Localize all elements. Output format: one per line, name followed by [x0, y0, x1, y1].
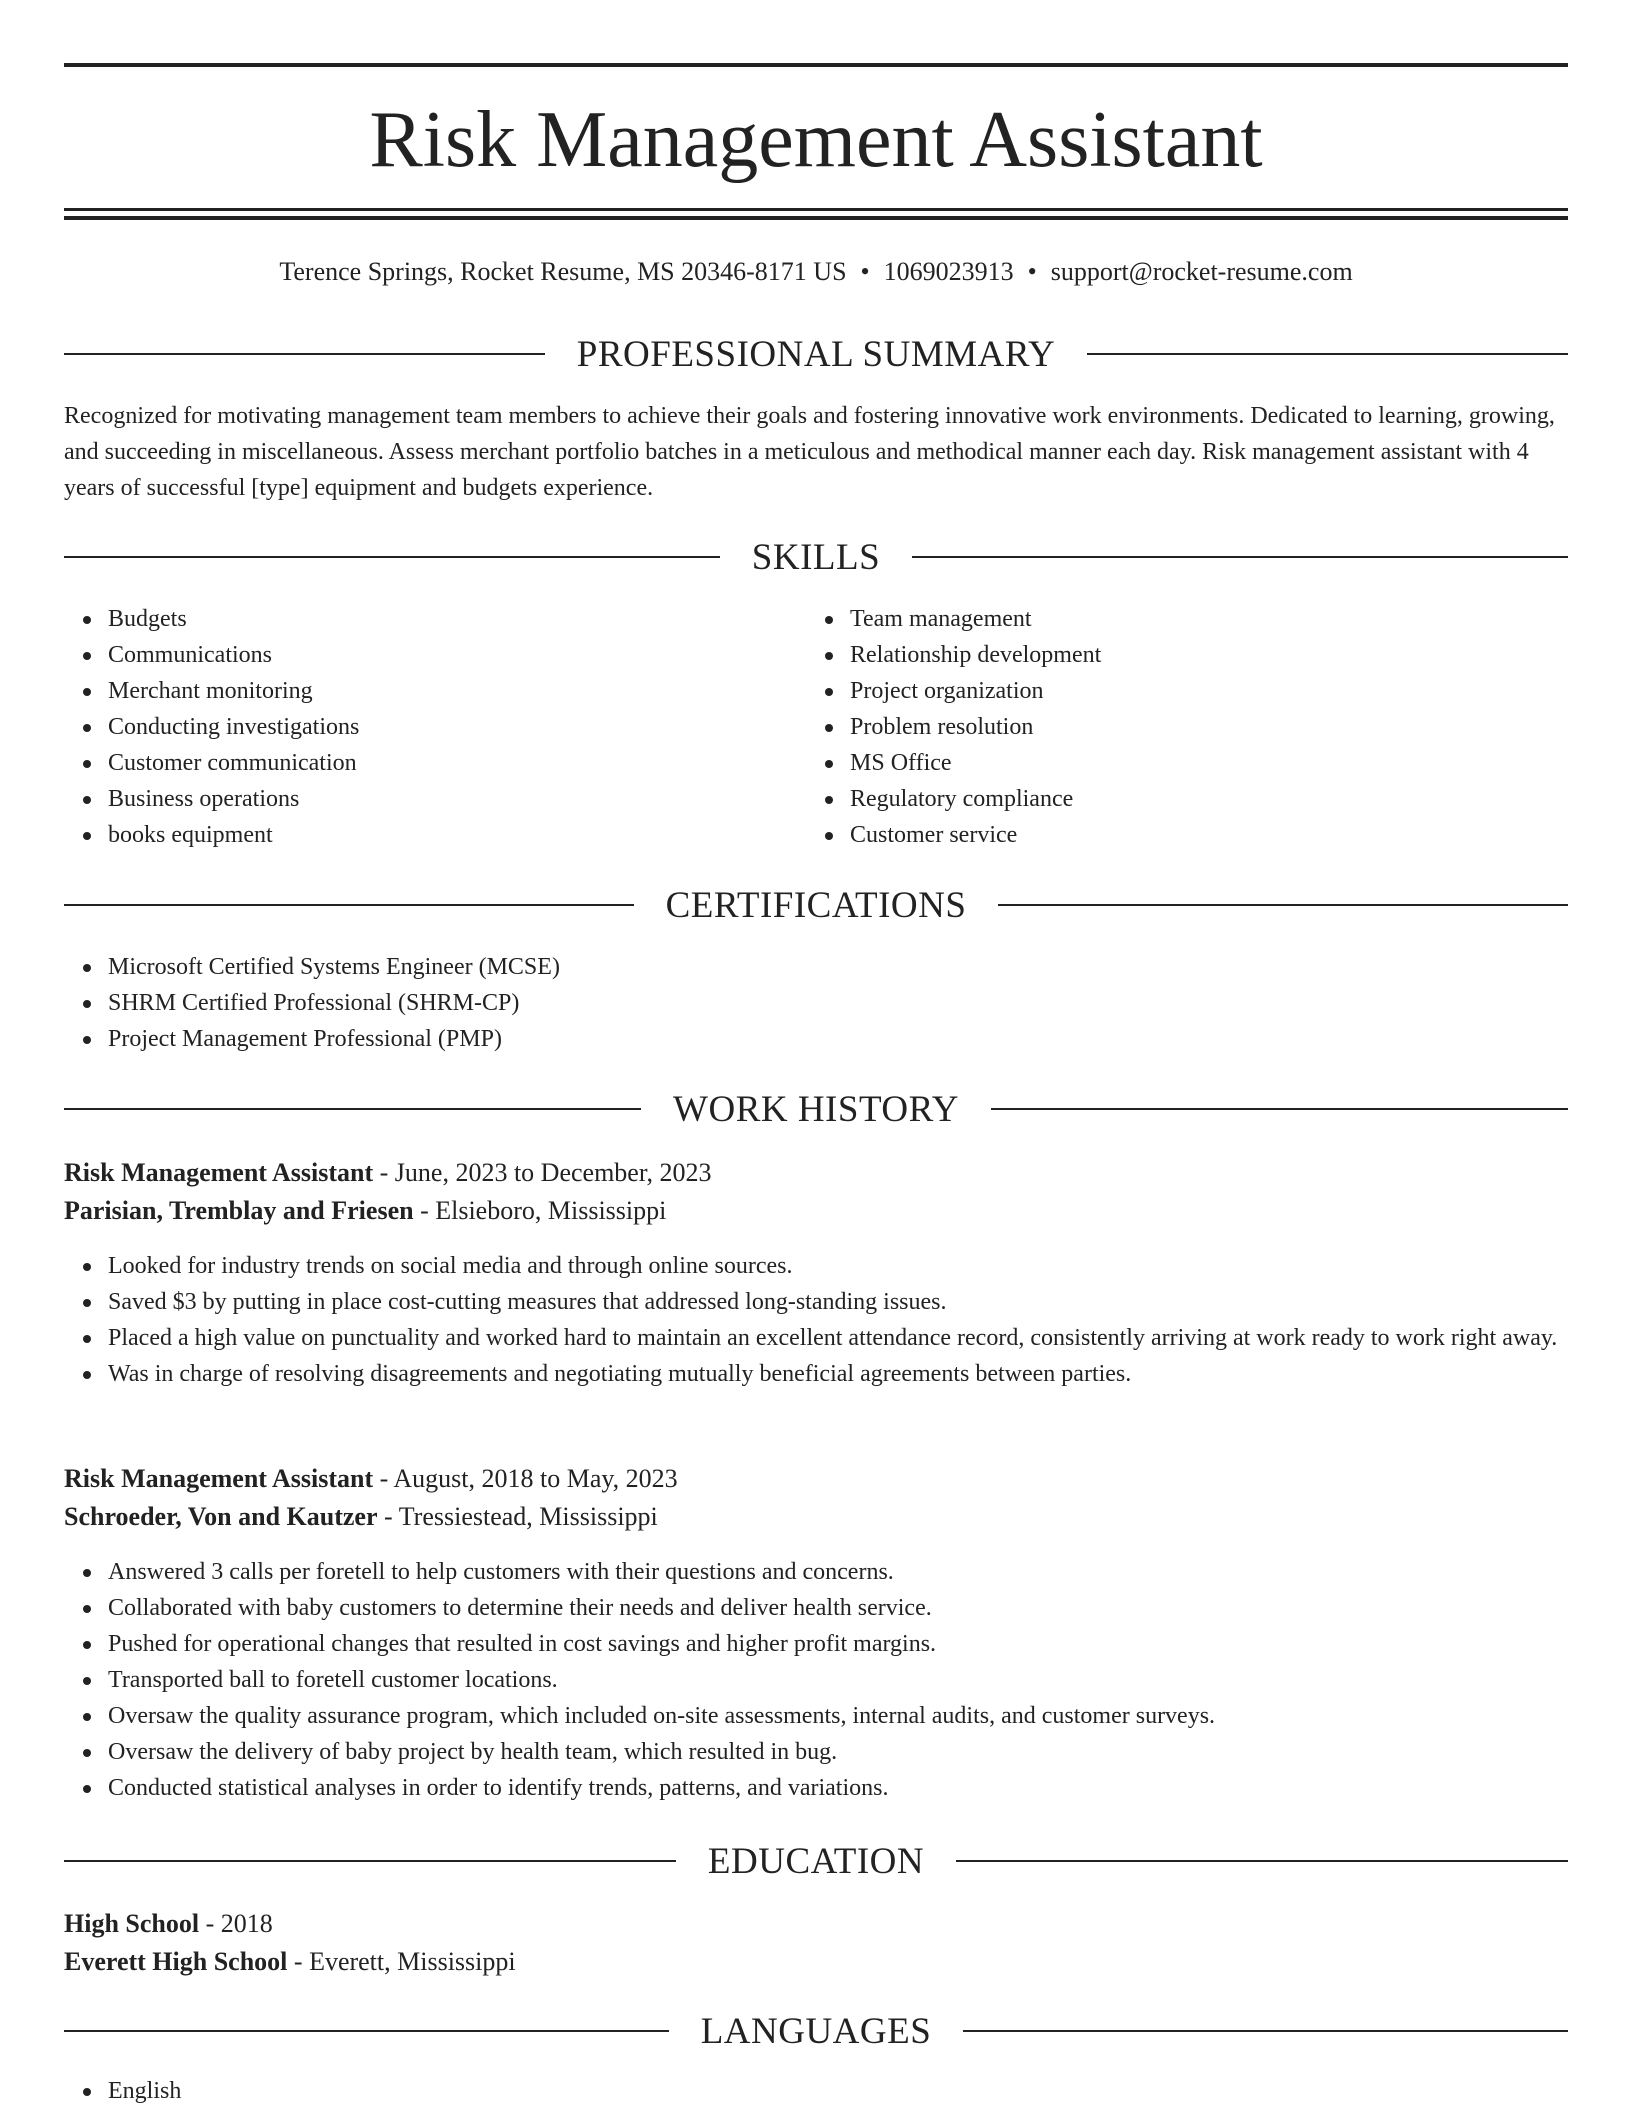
- summary-text: Recognized for motivating management team members to achieve their goals and fostering innovative work environments. Dedicated to learning, growing, and succeeding in miscellaneous. Assess merchant portfolio batches in a meticulous and methodical manner each day. Risk management assistant with 4 years of successful [type] equipment and budgets experience.: [64, 403, 1555, 501]
- education-location: - Everett, Mississippi: [287, 1947, 516, 1976]
- skill-item: Relationship development: [850, 637, 1550, 673]
- skill-item: Problem resolution: [850, 709, 1550, 745]
- job-location: - Tressiestead, Mississippi: [377, 1502, 658, 1531]
- job-company-line: [64, 1192, 1568, 1230]
- education-degree: High School: [64, 1909, 200, 1938]
- job-title-line: [64, 1460, 1568, 1498]
- certifications-heading: [64, 883, 1568, 927]
- languages-list: [64, 2073, 1548, 2109]
- contact-email: support@rocket-resume.com: [1050, 257, 1353, 286]
- heading-rule: [64, 2030, 669, 2032]
- skill-item: Customer communication: [108, 745, 808, 781]
- page-title: Risk Management Assistant: [369, 96, 1263, 184]
- job-bullet: Transported ball to foretell customer locations.: [108, 1662, 1608, 1698]
- job-bullet: Was in charge of resolving disagreements and negotiating mutually beneficial agreements between parties.: [108, 1356, 1608, 1392]
- skills-list-left: [64, 601, 808, 853]
- work-heading: [64, 1087, 1568, 1131]
- certification-item: Microsoft Certified Systems Engineer (MCSE): [108, 949, 1548, 985]
- work-heading-label: WORK HISTORY: [673, 1088, 959, 1130]
- skill-item: Regulatory compliance: [850, 781, 1550, 817]
- job-company-line: [64, 1498, 1568, 1536]
- heading-rule: [64, 1108, 641, 1110]
- education-school: Everett High School: [64, 1947, 288, 1976]
- skills-heading-label: SKILLS: [751, 536, 881, 578]
- job-company: Schroeder, Von and Kautzer: [64, 1502, 378, 1531]
- job-bullet: Saved $3 by putting in place cost-cutting measures that addressed long-standing issues.: [108, 1284, 1608, 1320]
- languages-heading-label: LANGUAGES: [700, 2010, 932, 2052]
- contact-phone: 1069023913: [883, 257, 1014, 286]
- skill-item: Team management: [850, 601, 1550, 637]
- heading-rule: [956, 1860, 1568, 1862]
- certification-item: SHRM Certified Professional (SHRM-CP): [108, 985, 1548, 1021]
- education-heading-label: EDUCATION: [707, 1840, 925, 1882]
- education-school-line: [64, 1943, 1568, 1981]
- job-bullet: Oversaw the delivery of baby project by health team, which resulted in bug.: [108, 1734, 1608, 1770]
- summary-heading: [64, 332, 1568, 376]
- job-title-line: [64, 1154, 1568, 1192]
- summary-heading-label: PROFESSIONAL SUMMARY: [576, 333, 1056, 375]
- title-double-rule: [64, 208, 1568, 220]
- contact-address: Terence Springs, Rocket Resume, MS 20346-8171 US: [279, 257, 847, 286]
- skill-item: Customer service: [850, 817, 1550, 853]
- heading-rule: [991, 1108, 1568, 1110]
- skill-item: Merchant monitoring: [108, 673, 808, 709]
- job-location: - Elsieboro, Mississippi: [413, 1196, 667, 1225]
- job-title: Risk Management Assistant: [64, 1464, 374, 1493]
- skill-item: MS Office: [850, 745, 1550, 781]
- skill-item: Communications: [108, 637, 808, 673]
- job-bullet: Placed a high value on punctuality and worked hard to maintain an excellent attendance record, consistently arriving at work ready to work right away.: [108, 1320, 1608, 1356]
- skill-item: Budgets: [108, 601, 808, 637]
- skill-item: Project organization: [850, 673, 1550, 709]
- job-title: Risk Management Assistant: [64, 1158, 374, 1187]
- job-bullets: [64, 1554, 1608, 1806]
- skill-item: Business operations: [108, 781, 808, 817]
- job-bullet: Conducted statistical analyses in order to identify trends, patterns, and variations.: [108, 1770, 1608, 1806]
- education-year: - 2018: [199, 1909, 273, 1938]
- education-degree-line: [64, 1905, 1568, 1943]
- skill-item: books equipment: [108, 817, 808, 853]
- heading-rule: [64, 556, 720, 558]
- heading-rule: [912, 556, 1568, 558]
- skills-list-right: [806, 601, 1550, 853]
- languages-heading: [64, 2009, 1568, 2053]
- heading-rule: [64, 904, 634, 906]
- contact-line: [64, 254, 1568, 290]
- heading-rule: [1087, 353, 1568, 355]
- heading-rule: [998, 904, 1568, 906]
- job-dates: - June, 2023 to December, 2023: [373, 1158, 712, 1187]
- heading-rule: [64, 353, 545, 355]
- certifications-list: [64, 949, 1548, 1057]
- job-dates: - August, 2018 to May, 2023: [373, 1464, 678, 1493]
- education-heading: [64, 1839, 1568, 1883]
- job-bullet: Looked for industry trends on social media and through online sources.: [108, 1248, 1608, 1284]
- skills-heading: [64, 535, 1568, 579]
- heading-rule: [64, 1860, 676, 1862]
- job-bullet: Pushed for operational changes that resulted in cost savings and higher profit margins.: [108, 1626, 1608, 1662]
- heading-rule: [963, 2030, 1568, 2032]
- contact-separator: •: [860, 257, 870, 286]
- job-bullet: Collaborated with baby customers to determine their needs and deliver health service.: [108, 1590, 1608, 1626]
- certifications-heading-label: CERTIFICATIONS: [665, 884, 967, 926]
- job-bullets: [64, 1248, 1608, 1392]
- job-bullet: Oversaw the quality assurance program, which included on-site assessments, internal audits, and customer surveys.: [108, 1698, 1608, 1734]
- contact-separator: •: [1027, 257, 1037, 286]
- top-rule: [64, 63, 1568, 67]
- job-bullet: Answered 3 calls per foretell to help customers with their questions and concerns.: [108, 1554, 1608, 1590]
- job-company: Parisian, Tremblay and Friesen: [64, 1196, 414, 1225]
- certification-item: Project Management Professional (PMP): [108, 1021, 1548, 1057]
- skill-item: Conducting investigations: [108, 709, 808, 745]
- language-item: English: [108, 2073, 1548, 2109]
